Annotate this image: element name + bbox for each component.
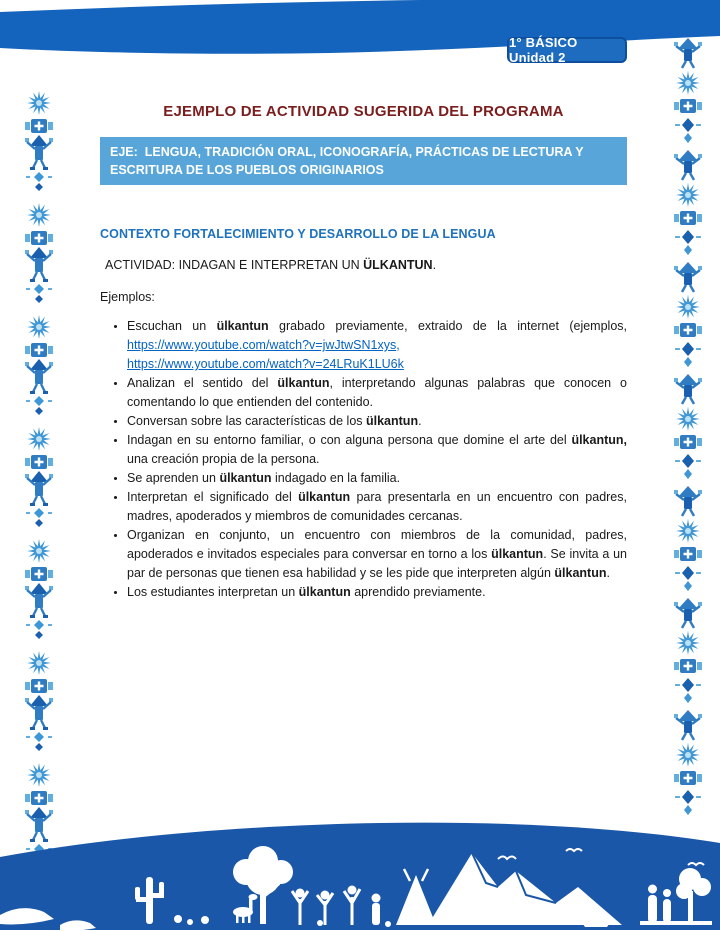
bold-term: ülkantun (366, 414, 419, 428)
list-item (127, 488, 627, 526)
mapuche-motif-icon (671, 36, 705, 146)
mapuche-motif-icon (22, 200, 56, 310)
activity-prefix: ACTIVIDAD: INDAGAN E INTERPRETAN UN (105, 258, 364, 272)
mapuche-motif-icon (22, 312, 56, 422)
list-item (127, 317, 627, 374)
bold-term: ülkantun (298, 585, 351, 599)
text-segment: Escuchan un (127, 319, 217, 333)
text-segment: , interpretando algunas palabras que conocen o comentando lo que entienden del contenido. (127, 376, 627, 409)
list-item (127, 412, 627, 431)
right-ornament-border (671, 36, 705, 818)
mapuche-motif-icon (22, 536, 56, 646)
mapuche-motif-icon (671, 260, 705, 370)
mapuche-motif-icon (671, 708, 705, 818)
text-segment: Analizan el sentido del (127, 376, 278, 390)
bold-term: ülkantun, (571, 433, 627, 447)
bold-term: ülkantun (298, 490, 351, 504)
mapuche-motif-icon (671, 484, 705, 594)
text-segment: . (418, 414, 422, 428)
text-segment: grabado previamente, extraido de la internet (ejemplos, (268, 319, 627, 333)
text-segment: Se aprenden un (127, 471, 220, 485)
bold-term: ülkantun (219, 471, 272, 485)
text-segment: . (606, 566, 610, 580)
list-item (127, 583, 627, 602)
list-item (127, 469, 627, 488)
bold-term: ülkantun (216, 319, 269, 333)
list-item (127, 431, 627, 469)
bold-term: ülkantun (554, 566, 607, 580)
left-ornament-border (22, 88, 56, 870)
unit-badge: 1° BÁSICO Unidad 2 (507, 37, 627, 63)
text-segment: para presentarla en un encuentro con padres, madres, apoderados y miembros de comunidades cercanas. (127, 490, 627, 523)
eje-banner: EJE: LENGUA, TRADICIÓN ORAL, ICONOGRAFÍA, PRÁCTICAS DE LECTURA Y ESCRITURA DE LOS PUEBLOS ORIGINARIOS (100, 137, 627, 185)
text-segment: Conversan sobre las características de los (127, 414, 366, 428)
text-segment: Interpretan el significado del (127, 490, 299, 504)
text-segment: Indagan en su entorno familiar, o con alguna persona que domine el arte del (127, 433, 572, 447)
list-item (127, 526, 627, 583)
text-segment: aprendido previamente. (350, 585, 486, 599)
blue-wave-band (0, 823, 720, 930)
landscape-illustration (0, 817, 720, 932)
text-segment: indagado en la familia. (271, 471, 401, 485)
examples-label: Ejemplos: (100, 290, 155, 304)
youtube-link[interactable]: https://www.youtube.com/watch?v=24LRuK1LU6k (127, 357, 404, 371)
mapuche-motif-icon (671, 148, 705, 258)
text-segment: Los estudiantes interpretan un (127, 585, 299, 599)
bold-term: ülkantun (491, 547, 544, 561)
text-segment: Organizan en conjunto, un encuentro con miembros de la comunidad, padres, apoderados e invitados especiales para conversar en torno a los (127, 528, 627, 561)
context-heading: CONTEXTO FORTALECIMIENTO Y DESARROLLO DE LA LENGUA (100, 227, 496, 241)
examples-list (100, 317, 627, 602)
activity-term: ÜLKANTUN (363, 258, 433, 272)
text-segment: , (396, 338, 400, 352)
youtube-link[interactable]: https://www.youtube.com/watch?v=jwJtwSN1xys (127, 338, 397, 352)
page-title: EJEMPLO DE ACTIVIDAD SUGERIDA DEL PROGRAMA (163, 103, 564, 120)
mapuche-motif-icon (671, 596, 705, 706)
document-body (100, 100, 627, 602)
text-segment: una creación propia de la persona. (127, 452, 320, 466)
mapuche-motif-icon (22, 424, 56, 534)
mapuche-motif-icon (22, 648, 56, 758)
list-item (127, 374, 627, 412)
activity-suffix: . (432, 258, 437, 272)
mapuche-motif-icon (22, 88, 56, 198)
mapuche-motif-icon (671, 372, 705, 482)
text-segment: . Se invita a un par de personas que tienen esa habilidad y se les pide que interpreten algún (127, 547, 627, 580)
bold-term: ülkantun (277, 376, 330, 390)
activity-line (100, 258, 627, 272)
